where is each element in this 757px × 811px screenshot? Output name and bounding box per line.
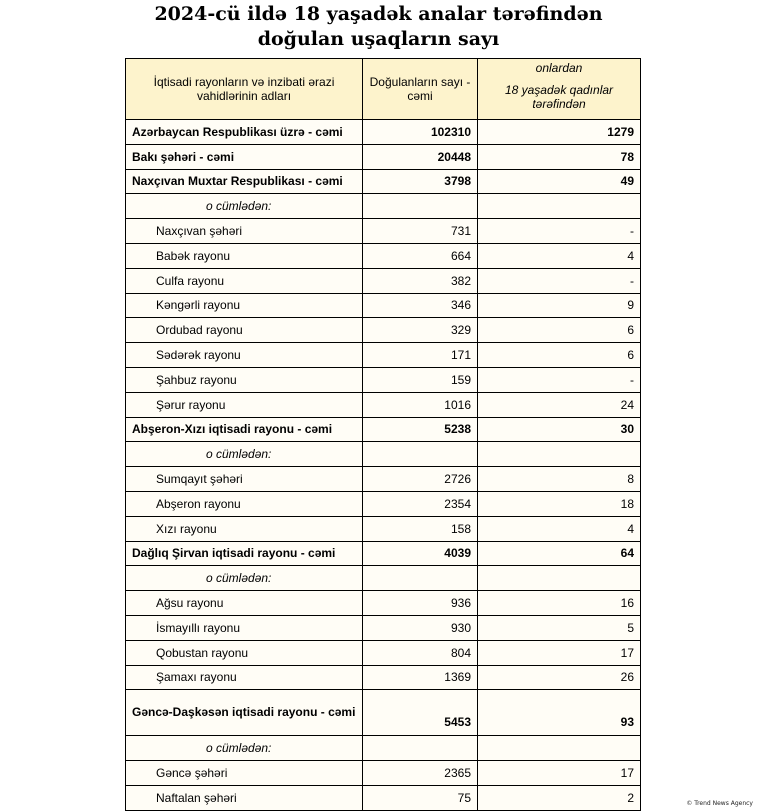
region-name-cell: Babək rayonu <box>126 243 363 268</box>
total-births-cell: 20448 <box>363 144 478 169</box>
table-row <box>126 120 641 145</box>
minor-births-cell: 18 <box>478 491 641 516</box>
table-body <box>126 120 641 811</box>
minor-births-cell <box>478 442 641 467</box>
total-births-cell: 329 <box>363 318 478 343</box>
region-name-cell: o cümlədən: <box>126 736 363 761</box>
total-births-cell: 2726 <box>363 467 478 492</box>
total-births-cell: 102310 <box>363 120 478 145</box>
header-births-by-minors <box>478 59 641 120</box>
minor-births-cell: 4 <box>478 243 641 268</box>
minor-births-cell: 2 <box>478 785 641 810</box>
minor-births-cell: 24 <box>478 392 641 417</box>
region-name-cell: Şamaxı rayonu <box>126 665 363 690</box>
minor-births-cell: 5 <box>478 615 641 640</box>
table-row <box>126 516 641 541</box>
total-births-cell <box>363 566 478 591</box>
table-row <box>126 268 641 293</box>
total-births-cell <box>363 736 478 761</box>
minor-births-cell <box>478 566 641 591</box>
header-under-18: 18 yaşadək qadınlar tərəfindən <box>504 83 614 111</box>
region-name-cell: Sumqayıt şəhəri <box>126 467 363 492</box>
table-header <box>126 59 641 120</box>
table-row <box>126 144 641 169</box>
total-births-cell: 930 <box>363 615 478 640</box>
table-row <box>126 367 641 392</box>
total-births-cell <box>363 194 478 219</box>
watermark: © Trend News Agency <box>686 800 753 807</box>
header-region-names: İqtisadi rayonların və inzibati ərazi vahidlərinin adları <box>126 59 363 120</box>
region-name-cell: Qobustan rayonu <box>126 640 363 665</box>
region-name-cell: Naftalan şəhəri <box>126 785 363 810</box>
total-births-cell: 346 <box>363 293 478 318</box>
region-name-cell: Bakı şəhəri - cəmi <box>126 144 363 169</box>
region-name-cell: Naxçıvan Muxtar Respublikası - cəmi <box>126 169 363 194</box>
total-births-cell: 664 <box>363 243 478 268</box>
page-title-line-1: 2024-cü ildə 18 yaşadək analar tərəfindən <box>154 3 603 25</box>
total-births-cell: 1369 <box>363 665 478 690</box>
table-row <box>126 541 641 566</box>
total-births-cell: 171 <box>363 343 478 368</box>
region-name-cell: o cümlədən: <box>126 194 363 219</box>
region-name-cell: Gəncə şəhəri <box>126 761 363 786</box>
table-row <box>126 467 641 492</box>
page-title <box>0 2 757 52</box>
header-of-which: onlardan <box>535 61 583 75</box>
page-title-line-2: doğulan uşaqların sayı <box>257 28 500 50</box>
minor-births-cell: 93 <box>478 690 641 736</box>
minor-births-cell <box>478 194 641 219</box>
total-births-cell: 804 <box>363 640 478 665</box>
region-name-cell: Şərur rayonu <box>126 392 363 417</box>
region-name-cell: Kəngərli rayonu <box>126 293 363 318</box>
region-name-cell: o cümlədən: <box>126 566 363 591</box>
minor-births-cell: 17 <box>478 640 641 665</box>
minor-births-cell: 78 <box>478 144 641 169</box>
total-births-cell <box>363 442 478 467</box>
table-row <box>126 566 641 591</box>
region-name-cell: Culfa rayonu <box>126 268 363 293</box>
table-row <box>126 243 641 268</box>
total-births-cell: 2365 <box>363 761 478 786</box>
region-name-cell: Naxçıvan şəhəri <box>126 219 363 244</box>
minor-births-cell <box>478 736 641 761</box>
region-name-cell: Abşeron rayonu <box>126 491 363 516</box>
minor-births-cell: 8 <box>478 467 641 492</box>
table-row <box>126 690 641 736</box>
table-row <box>126 736 641 761</box>
region-name-cell: Ordubad rayonu <box>126 318 363 343</box>
minor-births-cell: 17 <box>478 761 641 786</box>
header-row <box>126 59 641 120</box>
total-births-cell: 2354 <box>363 491 478 516</box>
total-births-cell: 5238 <box>363 417 478 442</box>
minor-births-cell: 6 <box>478 318 641 343</box>
minor-births-cell: 30 <box>478 417 641 442</box>
region-name-cell: Ağsu rayonu <box>126 591 363 616</box>
total-births-cell: 382 <box>363 268 478 293</box>
table-row <box>126 785 641 810</box>
table-row <box>126 615 641 640</box>
total-births-cell: 158 <box>363 516 478 541</box>
total-births-cell: 1016 <box>363 392 478 417</box>
table-row <box>126 318 641 343</box>
region-name-cell: Azərbaycan Respublikası üzrə - cəmi <box>126 120 363 145</box>
region-name-cell: Şahbuz rayonu <box>126 367 363 392</box>
total-births-cell: 5453 <box>363 690 478 736</box>
table-row <box>126 392 641 417</box>
births-table <box>125 58 641 811</box>
header-total-births: Doğulanların sayı - cəmi <box>363 59 478 120</box>
table-row <box>126 591 641 616</box>
total-births-cell: 75 <box>363 785 478 810</box>
table-row <box>126 761 641 786</box>
table-row <box>126 293 641 318</box>
total-births-cell: 731 <box>363 219 478 244</box>
table-row <box>126 343 641 368</box>
region-name-cell: Dağlıq Şirvan iqtisadi rayonu - cəmi <box>126 541 363 566</box>
table-row <box>126 491 641 516</box>
minor-births-cell: 6 <box>478 343 641 368</box>
table-row <box>126 640 641 665</box>
region-name-cell: Abşeron-Xızı iqtisadi rayonu - cəmi <box>126 417 363 442</box>
table-row <box>126 665 641 690</box>
minor-births-cell: 4 <box>478 516 641 541</box>
minor-births-cell: - <box>478 219 641 244</box>
table-row <box>126 417 641 442</box>
minor-births-cell: 16 <box>478 591 641 616</box>
minor-births-cell: - <box>478 268 641 293</box>
region-name-cell: İsmayıllı rayonu <box>126 615 363 640</box>
total-births-cell: 936 <box>363 591 478 616</box>
region-name-cell: Xızı rayonu <box>126 516 363 541</box>
minor-births-cell: 1279 <box>478 120 641 145</box>
region-name-cell: o cümlədən: <box>126 442 363 467</box>
minor-births-cell: 64 <box>478 541 641 566</box>
minor-births-cell: 9 <box>478 293 641 318</box>
region-name-cell: Gəncə-Daşkəsən iqtisadi rayonu - cəmi <box>126 690 363 736</box>
table-row <box>126 194 641 219</box>
minor-births-cell: 49 <box>478 169 641 194</box>
table-row <box>126 442 641 467</box>
minor-births-cell: - <box>478 367 641 392</box>
minor-births-cell: 26 <box>478 665 641 690</box>
table-row <box>126 219 641 244</box>
table-row <box>126 169 641 194</box>
region-name-cell: Sədərək rayonu <box>126 343 363 368</box>
total-births-cell: 159 <box>363 367 478 392</box>
total-births-cell: 4039 <box>363 541 478 566</box>
total-births-cell: 3798 <box>363 169 478 194</box>
